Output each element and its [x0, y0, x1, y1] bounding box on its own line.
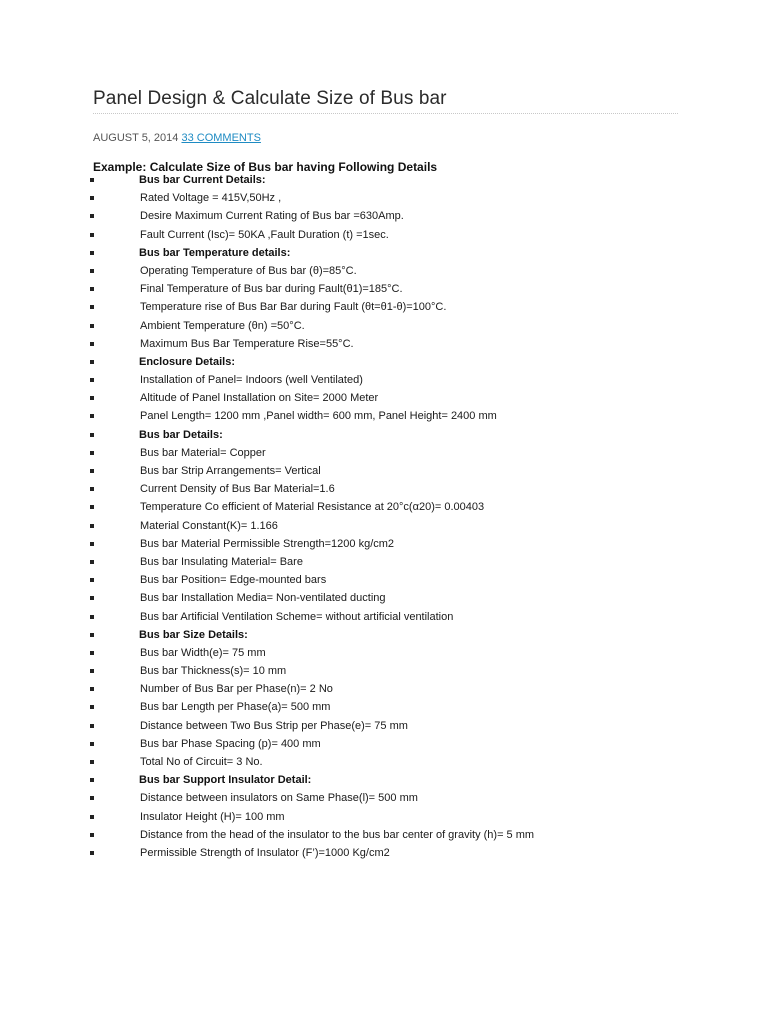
list-item — [0, 535, 768, 553]
square-bullet-icon — [90, 851, 94, 855]
list-item-text: Temperature Co efficient of Material Resistance at 20°c(α20)= 0.00403 — [140, 501, 485, 514]
list-item — [0, 789, 768, 807]
list-item-text: Bus bar Insulating Material= Bare — [140, 555, 303, 568]
list-item-text: Insulator Height (H)= 100 mm — [140, 810, 285, 823]
list-item-text: Current Density of Bus Bar Material=1.6 — [140, 483, 335, 496]
square-bullet-icon — [90, 615, 94, 619]
post-meta — [93, 131, 678, 145]
list-item-text: Distance from the head of the insulator to the bus bar center of gravity (h)= 5 mm — [140, 828, 535, 841]
list-item-text: Bus bar Strip Arrangements= Vertical — [140, 465, 321, 477]
square-bullet-icon — [90, 542, 94, 546]
square-bullet-icon — [90, 414, 94, 418]
square-bullet-icon — [90, 487, 94, 491]
article — [93, 86, 678, 175]
square-bullet-icon — [90, 196, 94, 200]
list-item — [0, 644, 768, 662]
list-item-text: Bus bar Width(e)= 75 mm — [140, 646, 266, 659]
list-item — [0, 753, 768, 771]
square-bullet-icon — [90, 633, 94, 637]
list-item — [0, 589, 768, 607]
intro-heading: Example: Calculate Size of Bus bar having Following Details — [93, 160, 438, 174]
list-item-text: Distance between Two Bus Strip per Phase(e)= 75 mm — [140, 719, 408, 732]
square-bullet-icon — [90, 742, 94, 746]
square-bullet-icon — [90, 324, 94, 328]
square-bullet-icon — [90, 360, 94, 364]
section-heading-text: Bus bar Temperature details: — [139, 246, 291, 259]
list-item — [0, 698, 768, 716]
list-item-text: Panel Length= 1200 mm ,Panel width= 600 mm, Panel Height= 2400 mm — [140, 410, 497, 423]
list-item — [0, 662, 768, 680]
list-item-text: Material Constant(K)= 1.166 — [140, 519, 278, 532]
list-item — [0, 571, 768, 589]
section-heading-text: Bus bar Support Insulator Detail: — [139, 774, 312, 787]
list-item-text: Desire Maximum Current Rating of Bus bar =630Amp. — [140, 210, 404, 223]
square-bullet-icon — [90, 524, 94, 528]
square-bullet-icon — [90, 796, 94, 800]
post-date: AUGUST 5, 2014 — [93, 132, 179, 144]
square-bullet-icon — [90, 342, 94, 346]
square-bullet-icon — [90, 705, 94, 709]
list-item — [0, 371, 768, 389]
list-item-text: Bus bar Position= Edge-mounted bars — [140, 574, 327, 587]
list-item — [0, 826, 768, 844]
section-heading-item — [0, 171, 768, 189]
list-item — [0, 844, 768, 862]
list-item-text: Bus bar Length per Phase(a)= 500 mm — [140, 701, 331, 714]
square-bullet-icon — [90, 815, 94, 819]
list-item-text: Temperature rise of Bus Bar Bar during Fault (θt=θ1-θ)=100°C. — [140, 301, 447, 314]
list-item-text: Ambient Temperature (θn) =50°C. — [140, 319, 305, 332]
list-item-text: Rated Voltage = 415V,50Hz , — [140, 192, 282, 205]
list-item-text: Bus bar Artificial Ventilation Scheme= without artificial ventilation — [140, 610, 454, 623]
list-item — [0, 280, 768, 298]
section-heading-item — [0, 244, 768, 262]
title-divider — [93, 113, 678, 114]
list-item — [0, 608, 768, 626]
square-bullet-icon — [90, 214, 94, 218]
list-item-text: Installation of Panel= Indoors (well Ventilated) — [140, 374, 363, 387]
list-item — [0, 207, 768, 225]
list-item-text: Bus bar Installation Media= Non-ventilated ducting — [140, 592, 386, 605]
list-item — [0, 407, 768, 425]
section-heading-text: Enclosure Details: — [139, 355, 235, 368]
square-bullet-icon — [90, 560, 94, 564]
list-item — [0, 553, 768, 571]
square-bullet-icon — [90, 651, 94, 655]
square-bullet-icon — [90, 578, 94, 582]
list-item-text: Distance between insulators on Same Phase(l)= 500 mm — [140, 792, 418, 805]
list-item — [0, 808, 768, 826]
square-bullet-icon — [90, 378, 94, 382]
list-item — [0, 262, 768, 280]
list-item-text: Bus bar Phase Spacing (p)= 400 mm — [140, 737, 321, 750]
square-bullet-icon — [90, 687, 94, 691]
section-heading-text: Bus bar Details: — [139, 428, 223, 441]
list-item-text: Total No of Circuit= 3 No. — [140, 756, 263, 768]
square-bullet-icon — [90, 433, 94, 437]
square-bullet-icon — [90, 178, 94, 182]
square-bullet-icon — [90, 305, 94, 309]
square-bullet-icon — [90, 251, 94, 255]
square-bullet-icon — [90, 505, 94, 509]
section-heading-item — [0, 626, 768, 644]
list-item-text: Operating Temperature of Bus bar (θ)=85°C. — [140, 264, 357, 277]
list-item — [0, 680, 768, 698]
list-item-text: Final Temperature of Bus bar during Fault(θ1)=185°C. — [140, 283, 403, 296]
list-item-text: Altitude of Panel Installation on Site= 2000 Meter — [140, 392, 379, 405]
square-bullet-icon — [90, 451, 94, 455]
list-item-text: Number of Bus Bar per Phase(n)= 2 No — [140, 683, 333, 696]
square-bullet-icon — [90, 833, 94, 837]
square-bullet-icon — [90, 233, 94, 237]
list-item — [0, 298, 768, 316]
list-item — [0, 517, 768, 535]
list-item — [0, 444, 768, 462]
list-item-text: Maximum Bus Bar Temperature Rise=55°C. — [140, 337, 354, 350]
section-heading-text: Bus bar Size Details: — [139, 628, 248, 641]
list-item-text: Bus bar Material= Copper — [140, 446, 266, 459]
page-title: Panel Design & Calculate Size of Bus bar — [93, 88, 447, 109]
square-bullet-icon — [90, 760, 94, 764]
list-item — [0, 498, 768, 516]
details-list — [0, 171, 768, 862]
square-bullet-icon — [90, 469, 94, 473]
square-bullet-icon — [90, 669, 94, 673]
square-bullet-icon — [90, 396, 94, 400]
list-item — [0, 480, 768, 498]
list-item — [0, 335, 768, 353]
list-item — [0, 226, 768, 244]
list-item — [0, 735, 768, 753]
list-item — [0, 389, 768, 407]
list-item-text: Permissible Strength of Insulator (F’)=1000 Kg/cm2 — [140, 846, 390, 859]
list-item-text: Fault Current (Isc)= 50KA ,Fault Duration (t) =1sec. — [140, 228, 389, 241]
square-bullet-icon — [90, 596, 94, 600]
list-item — [0, 462, 768, 480]
square-bullet-icon — [90, 287, 94, 291]
section-heading-item — [0, 771, 768, 789]
section-heading-text: Bus bar Current Details: — [139, 174, 266, 186]
list-item-text: Bus bar Thickness(s)= 10 mm — [140, 665, 287, 678]
list-item-text: Bus bar Material Permissible Strength=1200 kg/cm2 — [140, 537, 395, 550]
square-bullet-icon — [90, 724, 94, 728]
section-heading-item — [0, 426, 768, 444]
list-item — [0, 717, 768, 735]
list-item — [0, 317, 768, 335]
square-bullet-icon — [90, 269, 94, 273]
section-heading-item — [0, 353, 768, 371]
comments-link[interactable]: 33 COMMENTS — [181, 132, 261, 144]
list-item — [0, 189, 768, 207]
square-bullet-icon — [90, 778, 94, 782]
